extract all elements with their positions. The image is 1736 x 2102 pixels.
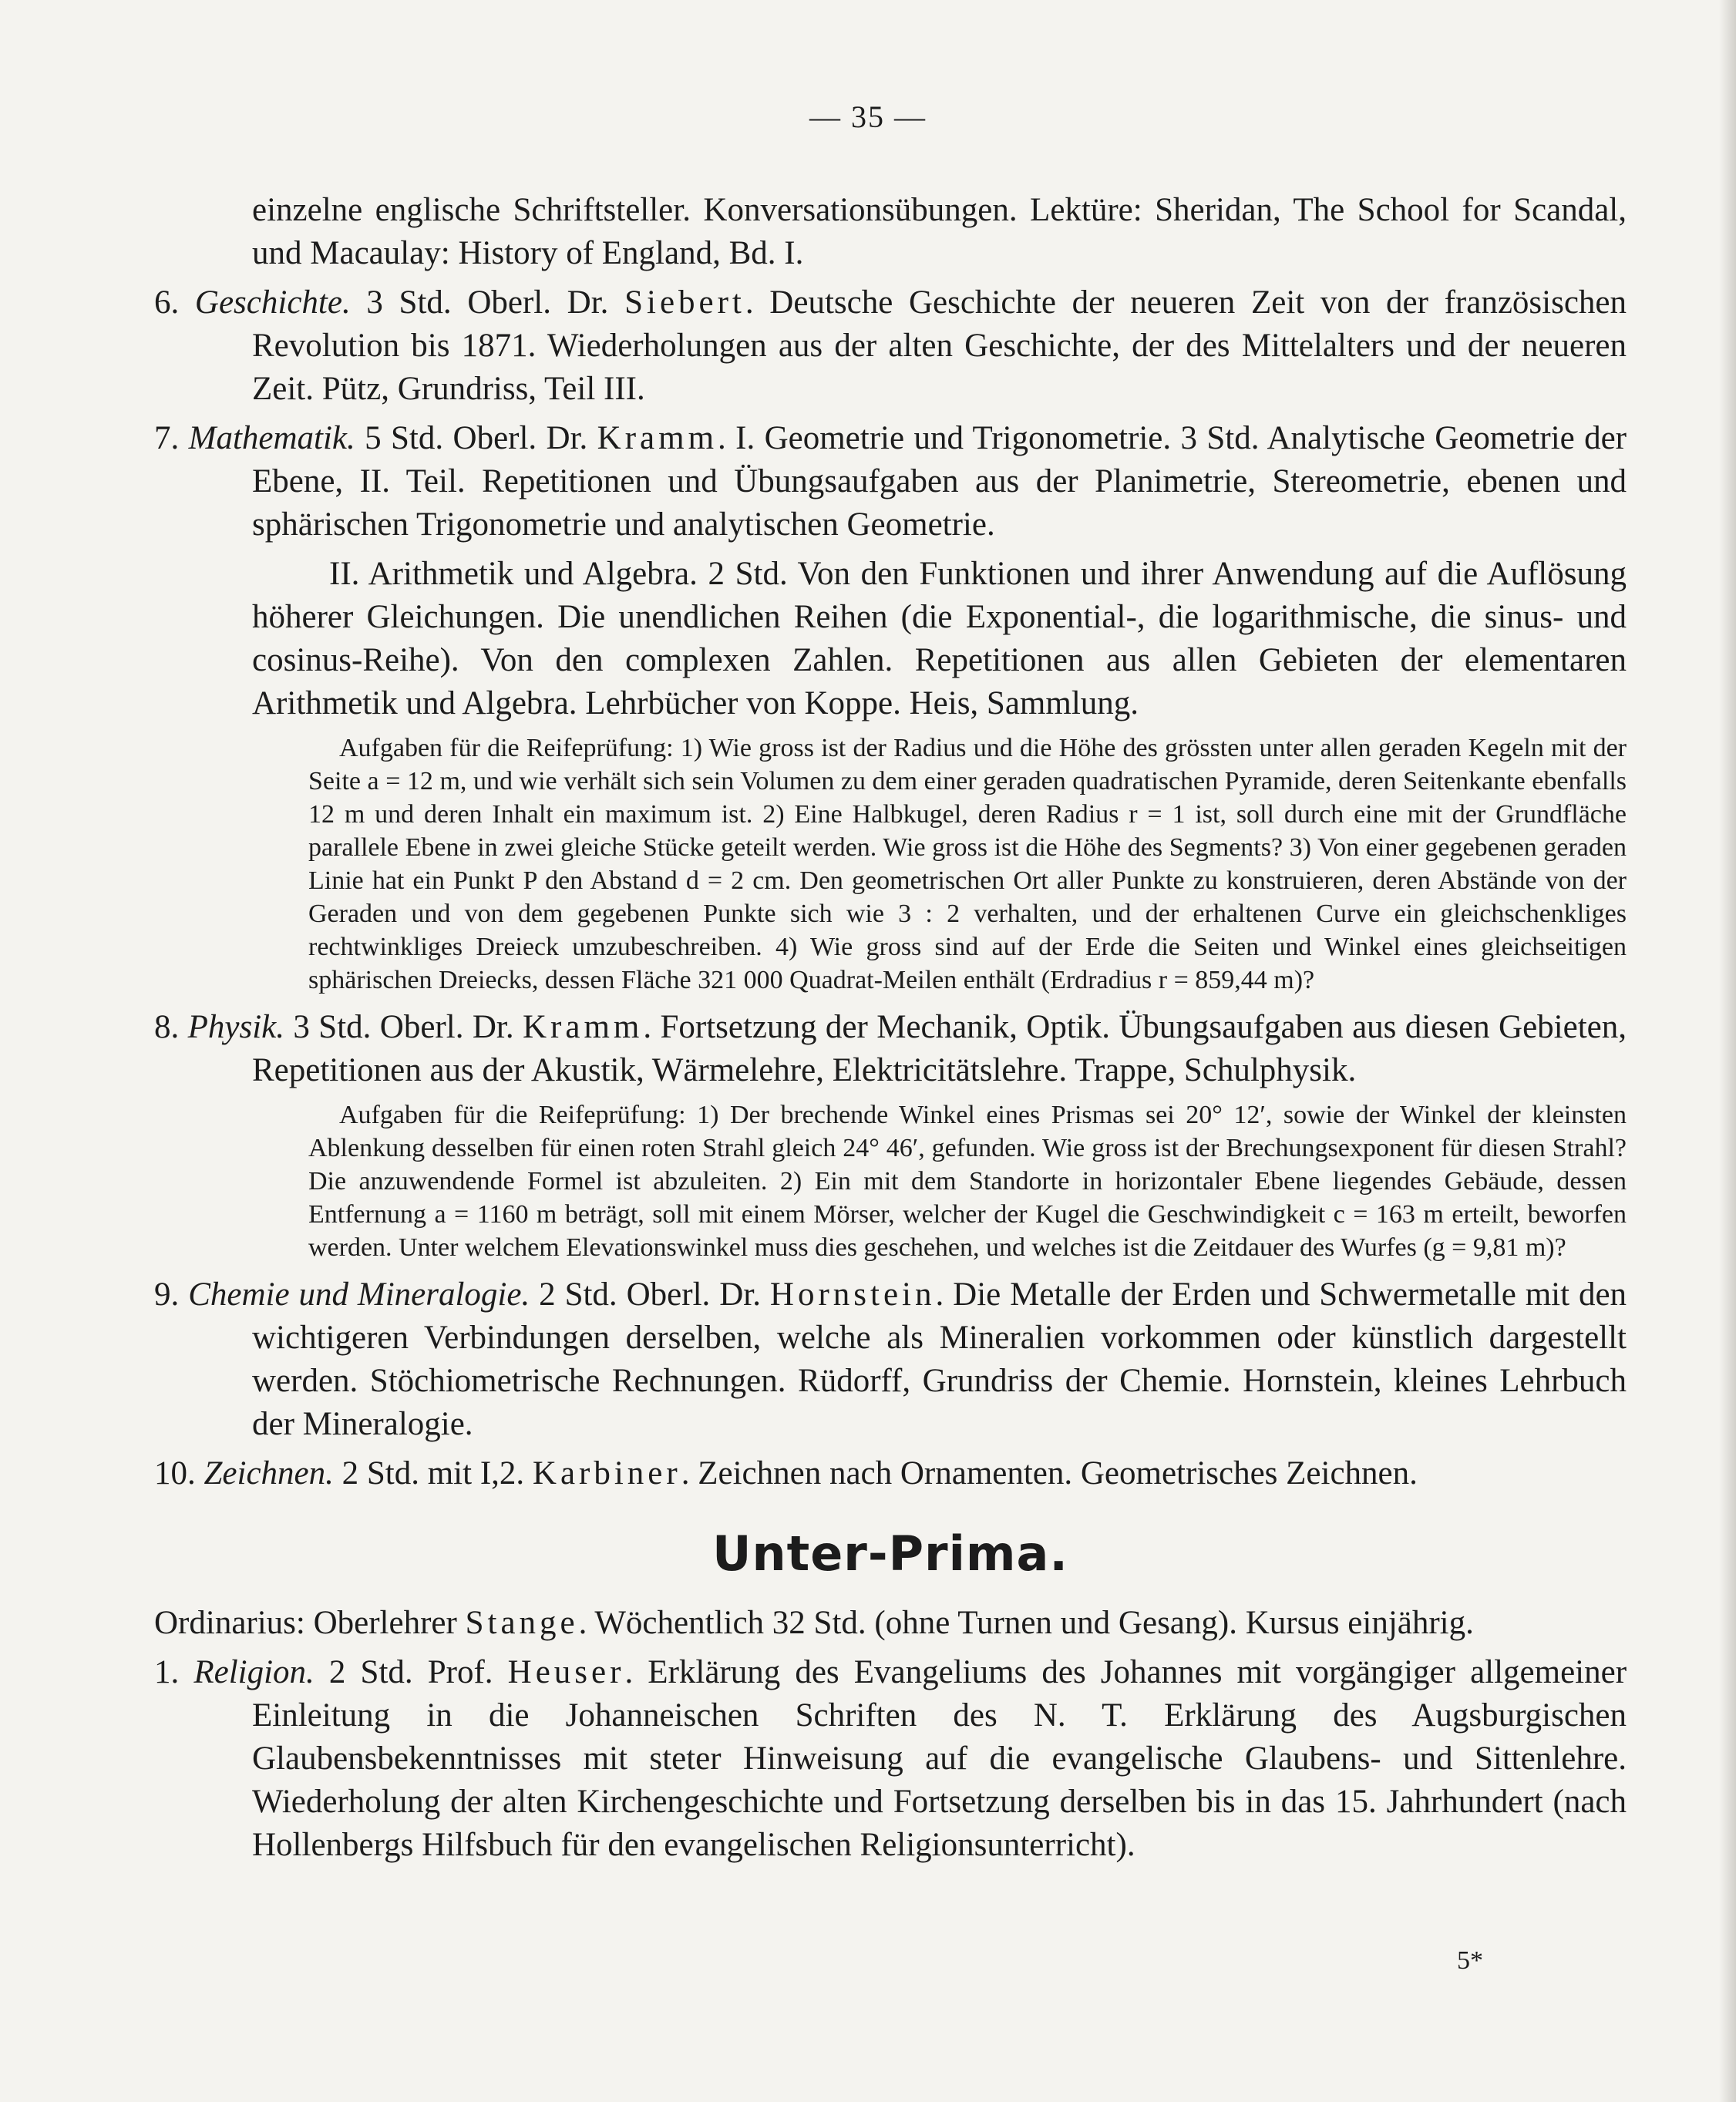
tasks-heading: Aufgaben für die Reifeprüfung:: [339, 734, 674, 762]
section-hours: 2 Std.: [539, 1276, 617, 1313]
section-number: 8.: [154, 1009, 180, 1045]
section-physik: [154, 1006, 1627, 1092]
section-text: . I. Geometrie und Trigonometrie. 3 Std. Analytische Geometrie der Ebene, II. Teil. Repetitionen und Übungsaufgaben aus der Planimetrie, Stereometrie, ebenen und sphärischen Trigonometrie und analytischen Geometrie.: [252, 420, 1627, 543]
section-chemie: [154, 1273, 1627, 1446]
signature-mark: 5*: [1457, 1946, 1483, 1975]
ordinarius-text: . Wöchentlich 32 Std. (ohne Turnen und Gesang). Kursus einjährig.: [578, 1605, 1474, 1641]
section-text: . Zeichnen nach Ornamenten. Geometrisches Zeichnen.: [681, 1455, 1418, 1492]
teacher-name: Karbiner: [532, 1455, 681, 1492]
section-label: Mathematik.: [188, 420, 355, 456]
ordinarius-name: Stange: [465, 1605, 579, 1641]
continuation-paragraph: einzelne englische Schriftsteller. Konversationsübungen. Lektüre: Sheridan, The School for Scandal, und Macaulay: History of England, Bd. I.: [252, 192, 1627, 271]
tasks-heading: Aufgaben für die Reifeprüfung:: [339, 1101, 686, 1129]
section-zeichnen: [154, 1452, 1627, 1495]
section-number: 9.: [154, 1276, 180, 1313]
section-number: 6.: [154, 284, 180, 321]
section-text: . Fortsetzung der Mechanik, Optik. Übungsaufgaben aus diesen Gebieten, Repetitionen aus der Akustik, Wärmelehre, Elektricitätslehre. Trappe, Schulphysik.: [252, 1009, 1627, 1088]
page-body: [154, 189, 1627, 1873]
section-hours: 2 Std.: [328, 1654, 413, 1690]
teacher-name: Kramm: [522, 1009, 644, 1045]
section-text: . Die Metalle der Erden und Schwermetalle mit den wichtigeren Verbindungen derselben, welche als Mineralien vorkommen oder künstlich dargestellt werden. Stöchiometrische Rechnungen. Rüdorff, Grundriss der Chemie. Hornstein, kleines Lehrbuch der Mineralogie.: [252, 1276, 1627, 1442]
section-hours: 3 Std.: [366, 284, 452, 321]
teacher-name: Hornstein: [769, 1276, 936, 1313]
section-geschichte: [154, 281, 1627, 411]
section-heading: Unter-Prima.: [712, 1525, 1068, 1582]
section-continuation: II. Arithmetik und Algebra. 2 Std. Von den Funktionen und ihrer Anwendung auf die Auflösung höherer Gleichungen. Die unendlichen Reihen (die Exponential-, die logarithmische, die sinus- und cosinus-Reihe). Von den complexen Zahlen. Repetitionen aus allen Gebieten der elementaren Arithmetik und Algebra. Lehrbücher von Koppe. Heis, Sammlung.: [252, 556, 1627, 721]
tasks-text: 1) Wie gross ist der Radius und die Höhe des grössten unter allen geraden Kegeln mit der Seite a = 12 m, und wie verhält sich sein Volumen zu dem einer geraden quadratischen Pyramide, deren Seitenkante ebenfalls 12 m und deren Inhalt ein maximum ist. 2) Eine Halbkugel, deren Radius r = 1 ist, soll durch eine mit der Grundfläche parallele Ebene in zwei gleiche Stücke geteilt werden. Wie gross ist die Höhe des Segments? 3) Von einer gegebenen geraden Linie hat ein Punkt P den Abstand d = 2 cm. Den geometrischen Ort aller Punkte zu konstruieren, deren Abstände von der Geraden und von dem gegebenen Punkte sich wie 3 : 2 verhalten, und der erhaltenen Curve ein gleichschenkliges rechtwinkliges Dreieck umzubeschreiben. 4) Wie gross sind auf der Erde die Seiten und Winkel eines gleichseitigen sphärischen Dreiecks, dessen Fläche 321 000 Quadrat-Meilen enthält (Erdradius r = 859,44 m)?: [308, 734, 1627, 994]
teacher-name: Kramm: [597, 420, 718, 456]
exam-tasks: [308, 731, 1627, 997]
section-label: Physik.: [187, 1009, 285, 1045]
section-number: 7.: [154, 420, 180, 456]
teacher-name: Siebert: [624, 284, 745, 321]
teacher-prefix: Oberl. Dr.: [379, 1009, 514, 1045]
section-label: Chemie und Mineralogie.: [188, 1276, 530, 1313]
section-hours: 3 Std.: [293, 1009, 372, 1045]
teacher-prefix: Oberl. Dr.: [626, 1276, 761, 1313]
section-label: Geschichte.: [194, 284, 351, 321]
exam-tasks: [308, 1098, 1627, 1264]
teacher-name: Heuser: [507, 1654, 625, 1690]
teacher-prefix: Prof.: [427, 1654, 493, 1690]
section-religion: [154, 1651, 1627, 1867]
tasks-text: 1) Der brechende Winkel eines Prismas sei 20° 12′, sowie der Winkel der kleinsten Ablenkung desselben für einen roten Strahl gleich 24° 46′, gefunden. Wie gross ist der Brechungsexponent für diesen Strahl? Die anzuwendende Formel ist abzuleiten. 2) Ein mit dem Standorte in horizontaler Ebene liegendes Gebäude, dessen Entfernung a = 1160 m beträgt, soll mit einem Mörser, welcher der Kugel die Geschwindigkeit c = 163 m erteilt, beworfen werden. Unter welchem Elevationswinkel muss dies geschehen, und welches ist die Zeitdauer des Wurfes (g = 9,81 m)?: [308, 1101, 1627, 1262]
section-mathematik: [154, 417, 1627, 547]
page-number: — 35 —: [809, 99, 927, 134]
section-hours: 2 Std. mit I,2.: [341, 1455, 525, 1492]
section-hours: 5 Std.: [365, 420, 444, 456]
section-number: 10.: [154, 1455, 196, 1492]
section-number: 1.: [154, 1654, 180, 1690]
section-label: Zeichnen.: [204, 1455, 334, 1492]
section-text: . Erklärung des Evangeliums des Johannes mit vorgängiger allgemeiner Einleitung in die Johanneischen Schriften des N. T. Erklärung des Augsburgischen Glaubensbekenntnisses mit steter Hinweisung auf die evangelische Glaubens- und Sittenlehre. Wiederholung der alten Kirchengeschichte und Fortsetzung derselben bis in das 15. Jahrhundert (nach Hollenbergs Hilfsbuch für den evangelischen Religionsunterricht).: [252, 1654, 1627, 1863]
teacher-prefix: Oberl. Dr.: [467, 284, 609, 321]
section-text: . Deutsche Geschichte der neueren Zeit von der französischen Revolution bis 1871. Wiederholungen aus der alten Geschichte, der des Mittelalters und der neueren Zeit. Pütz, Grundriss, Teil III.: [252, 284, 1627, 407]
section-label: Religion.: [193, 1654, 315, 1690]
teacher-prefix: Oberl. Dr.: [453, 420, 588, 456]
ordinarius-prefix: Ordinarius: Oberlehrer: [154, 1605, 457, 1641]
ordinarius-line: [154, 1602, 1627, 1645]
